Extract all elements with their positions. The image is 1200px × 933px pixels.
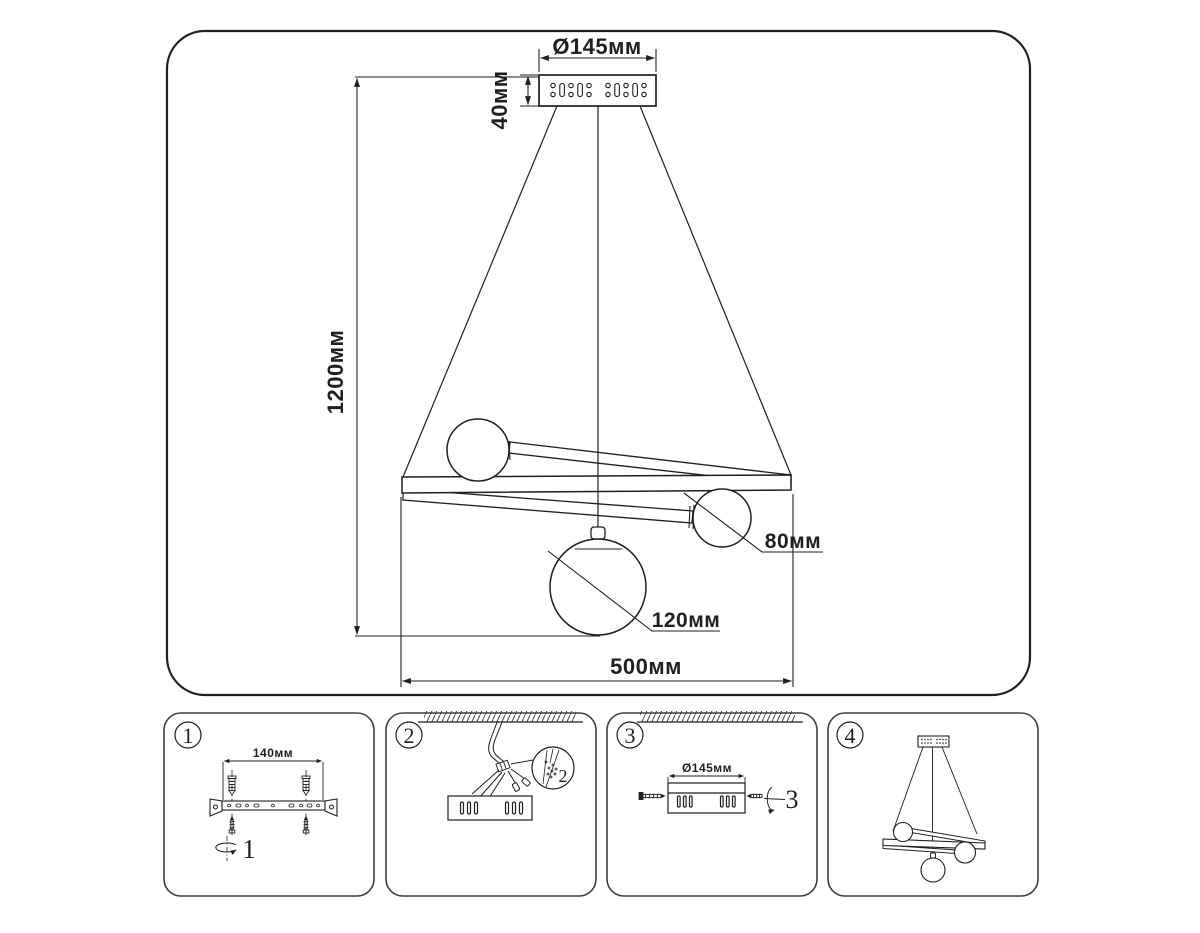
canopy-screw-left — [639, 793, 665, 800]
step-panel-1 — [164, 713, 374, 896]
sphere-upper-left — [447, 419, 509, 481]
ceiling-hatch — [424, 711, 576, 722]
step-1-tool-label: 1 — [242, 834, 256, 864]
canopy-screw-right — [748, 794, 763, 799]
suspension-wires — [403, 106, 791, 477]
canopy-step3 — [668, 783, 745, 813]
dim-canopy-height-label: 40мм — [487, 70, 512, 130]
dim-width-label: 500мм — [610, 654, 682, 679]
center-sphere-stem — [591, 527, 605, 539]
wire-right — [640, 106, 791, 475]
detail-circle-content — [543, 749, 559, 787]
mini-sphere-left — [894, 823, 913, 842]
detail-leader — [511, 760, 533, 764]
sphere-right — [693, 489, 751, 547]
rotation-icon-3 — [764, 788, 785, 811]
step-panel-2 — [386, 711, 596, 896]
dim-canopy-height — [520, 75, 539, 106]
dim-overall-height-label: 1200мм — [323, 329, 348, 415]
assembled-lamp — [883, 736, 985, 882]
step-1-number: 1 — [182, 723, 194, 748]
dim-canopy-step — [668, 776, 745, 783]
step-3-number: 3 — [624, 723, 636, 748]
arm-lower — [403, 489, 693, 523]
step-3-tool-label: 3 — [785, 785, 799, 814]
mounting-bracket — [210, 799, 337, 816]
dim-bracket-width-label: 140мм — [252, 746, 294, 760]
dim-canopy-diameter-label: Ø145мм — [552, 34, 642, 59]
ceiling-canopy — [539, 75, 656, 106]
dim-bracket-width — [223, 761, 323, 800]
step-panel-3 — [607, 711, 817, 896]
step-2-number: 2 — [403, 723, 415, 748]
mini-sphere-bottom — [921, 858, 945, 882]
mini-canopy — [918, 736, 949, 747]
step-2-detail-label: 2 — [558, 766, 568, 786]
step-4-number: 4 — [844, 723, 856, 748]
step-panel-4 — [828, 713, 1038, 896]
mini-stem — [931, 853, 936, 858]
mounting-plate — [448, 796, 532, 820]
mini-sphere-right — [955, 842, 976, 863]
dim-overall-height — [355, 77, 600, 636]
sphere-bottom — [550, 539, 646, 635]
dim-small-sphere-label: 80мм — [764, 530, 822, 553]
main-drawing — [167, 31, 1030, 695]
dim-canopy-diameter-step-label: Ø145мм — [681, 761, 733, 775]
ceiling-hatch-3 — [640, 711, 795, 722]
dim-large-sphere-label: 120мм — [651, 609, 721, 632]
screwdriver-rotation-icon — [216, 836, 236, 861]
ceiling-wires — [489, 722, 507, 766]
